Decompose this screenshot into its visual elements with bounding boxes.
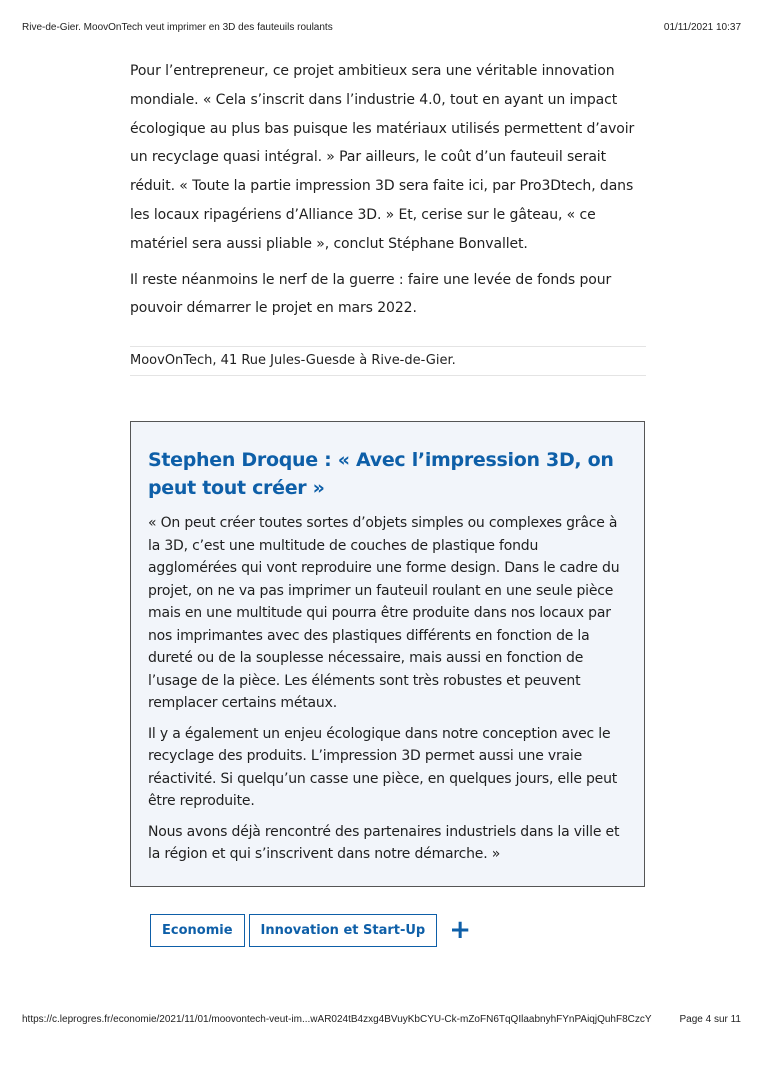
print-header	[22, 22, 741, 33]
inset-title: Stephen Droque : « Avec l’impression 3D, on peut tout créer »	[148, 449, 614, 499]
interview-inset	[130, 421, 645, 887]
tag-innovation-startup[interactable]: Innovation et Start-Up	[249, 914, 438, 947]
image-caption: MoovOnTech, 41 Rue Jules-Guesde à Rive-de-Gier.	[130, 346, 646, 376]
print-footer	[22, 1014, 741, 1025]
article-paragraph: Il reste néanmoins le nerf de la guerre : faire une levée de fonds pour pouvoir démarrer le projet en mars 2022.	[130, 271, 612, 317]
print-datetime: 01/11/2021 10:37	[663, 22, 741, 33]
inset-paragraph: « On peut créer toutes sortes d’objets simples ou complexes grâce à la 3D, c’est une multitude de couches de plastique fondu agglomérées qui vont reproduire une forme design. Dans le cadre du projet, on ne va pas imprimer un fauteuil roulant en une seule pièce mais en une multitude qui pourra être produite dans nos locaux par nos imprimantes avec des plastiques différents en fonction de la dureté ou de la souplesse nécessaire, mais aussi en fonction de l’usage de la pièce. Les éléments sont très robustes et peuvent remplacer certains métaux.	[148, 515, 620, 711]
tag-list	[150, 914, 471, 947]
article-paragraph: Pour l’entrepreneur, ce projet ambitieux sera une véritable innovation mondiale. « Cela s’inscrit dans l’industrie 4.0, tout en ayant un impact écologique au plus bas puisque les matériaux utilisés permettent d’avoir un recyclage quasi intégral. » Par ailleurs, le coût d’un fauteuil serait réduit. « Toute la partie impression 3D sera faite ici, par Pro3Dtech, dans les locaux ripagériens d’Alliance 3D. » Et, cerise sur le gâteau, « ce matériel sera aussi pliable », conclut Stéphane Bonvallet.	[130, 63, 635, 252]
tag-economie[interactable]: Economie	[150, 914, 245, 947]
inset-paragraph: Il y a également un enjeu écologique dans notre conception avec le recyclage des produits. L’impression 3D permet aussi une vraie réactivité. Si quelqu’un casse une pièce, en quelques jours, elle peut être reproduite.	[148, 725, 618, 809]
article-body	[130, 57, 650, 330]
print-page-title: Rive-de-Gier. MoovOnTech veut imprimer en 3D des fauteuils roulants	[22, 22, 333, 33]
inset-paragraph: Nous avons déjà rencontré des partenaires industriels dans la ville et la région et qui s’inscrivent dans notre démarche. »	[148, 823, 620, 862]
plus-icon[interactable]: +	[449, 915, 472, 945]
print-url: https://c.leprogres.fr/economie/2021/11/01/moovontech-veut-im...wAR024tB4zxg4BVuyKbCYU-Ck-mZoFN6TqQIlaabnyhFYnPAiqjQuhF8CzcY	[22, 1014, 652, 1025]
print-page-number: Page 4 sur 11	[679, 1014, 741, 1025]
